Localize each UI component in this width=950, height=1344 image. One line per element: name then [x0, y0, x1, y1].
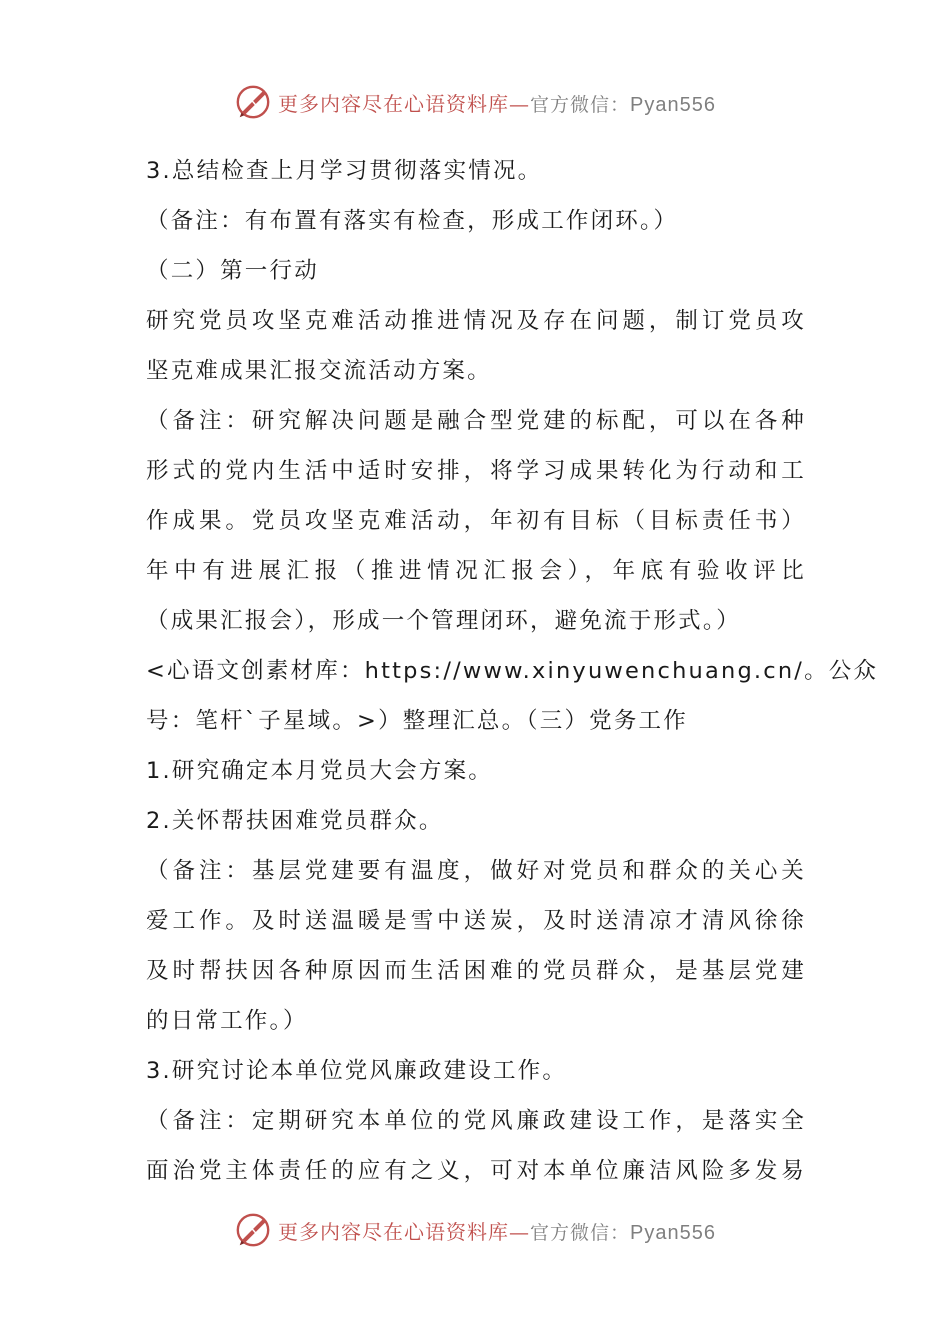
watermark-dash: —: [509, 91, 530, 116]
text-line: （备注：研究解决问题是融合型党建的标配，可以在各种: [146, 408, 806, 434]
text-line: 的日常工作。）: [146, 1008, 308, 1034]
text-line: （备注：基层党建要有温度，做好对党员和群众的关心关: [146, 858, 806, 884]
watermark-main-text: 更多内容尽在心语资料库: [278, 91, 509, 116]
text-line: 面治党主体责任的应有之义，可对本单位廉洁风险多发易: [146, 1158, 806, 1184]
text-line: 作成果。党员攻坚克难活动，年初有目标（目标责任书）: [146, 508, 806, 534]
watermark-dash: —: [509, 1219, 530, 1244]
text-line: 号：笔杆`子星域。>）整理汇总。（三）党务工作: [146, 708, 688, 734]
text-line: 研究党员攻坚克难活动推进情况及存在问题，制订党员攻: [146, 308, 806, 334]
text-line: 3.总结检查上月学习贯彻落实情况。: [146, 158, 543, 184]
text-line: 坚克难成果汇报交流活动方案。: [146, 358, 492, 384]
watermark-wechat-label: 官方微信：: [530, 1221, 631, 1244]
text-line: （备注：有布置有落实有检查，形成工作闭环。）: [146, 208, 679, 234]
watermark-main-text: 更多内容尽在心语资料库: [278, 1219, 509, 1244]
document-body: [146, 146, 879, 1196]
text-line: 爱工作。及时送温暖是雪中送炭，及时送清凉才清风徐徐: [146, 908, 806, 934]
watermark-wechat-label: 官方微信：: [530, 93, 631, 116]
text-line: （成果汇报会），形成一个管理闭环，避免流于形式。）: [146, 608, 742, 634]
watermark-text: [278, 88, 716, 117]
text-line: 2.关怀帮扶困难党员群众。: [146, 808, 444, 834]
text-line: <心语文创素材库：https://www.xinyuwenchuang.cn/。公众: [146, 658, 879, 684]
watermark-account: Pyan556: [630, 1221, 716, 1244]
pen-logo-icon: [234, 83, 272, 121]
watermark-account: Pyan556: [630, 93, 716, 116]
text-line: 3.研究讨论本单位党风廉政建设工作。: [146, 1058, 568, 1084]
text-line: 年中有进展汇报（推进情况汇报会），年底有验收评比: [146, 558, 806, 584]
text-line: 及时帮扶因各种原因而生活困难的党员群众，是基层党建: [146, 958, 806, 984]
text-line: 形式的党内生活中适时安排，将学习成果转化为行动和工: [146, 458, 806, 484]
watermark-text: [278, 1216, 716, 1245]
header-watermark-banner: [0, 80, 950, 124]
pen-logo-icon: [234, 1211, 272, 1249]
text-line: 1.研究确定本月党员大会方案。: [146, 758, 493, 784]
text-line: （二）第一行动: [146, 258, 319, 284]
text-line: （备注：定期研究本单位的党风廉政建设工作，是落实全: [146, 1108, 806, 1134]
footer-watermark-banner: [0, 1208, 950, 1252]
